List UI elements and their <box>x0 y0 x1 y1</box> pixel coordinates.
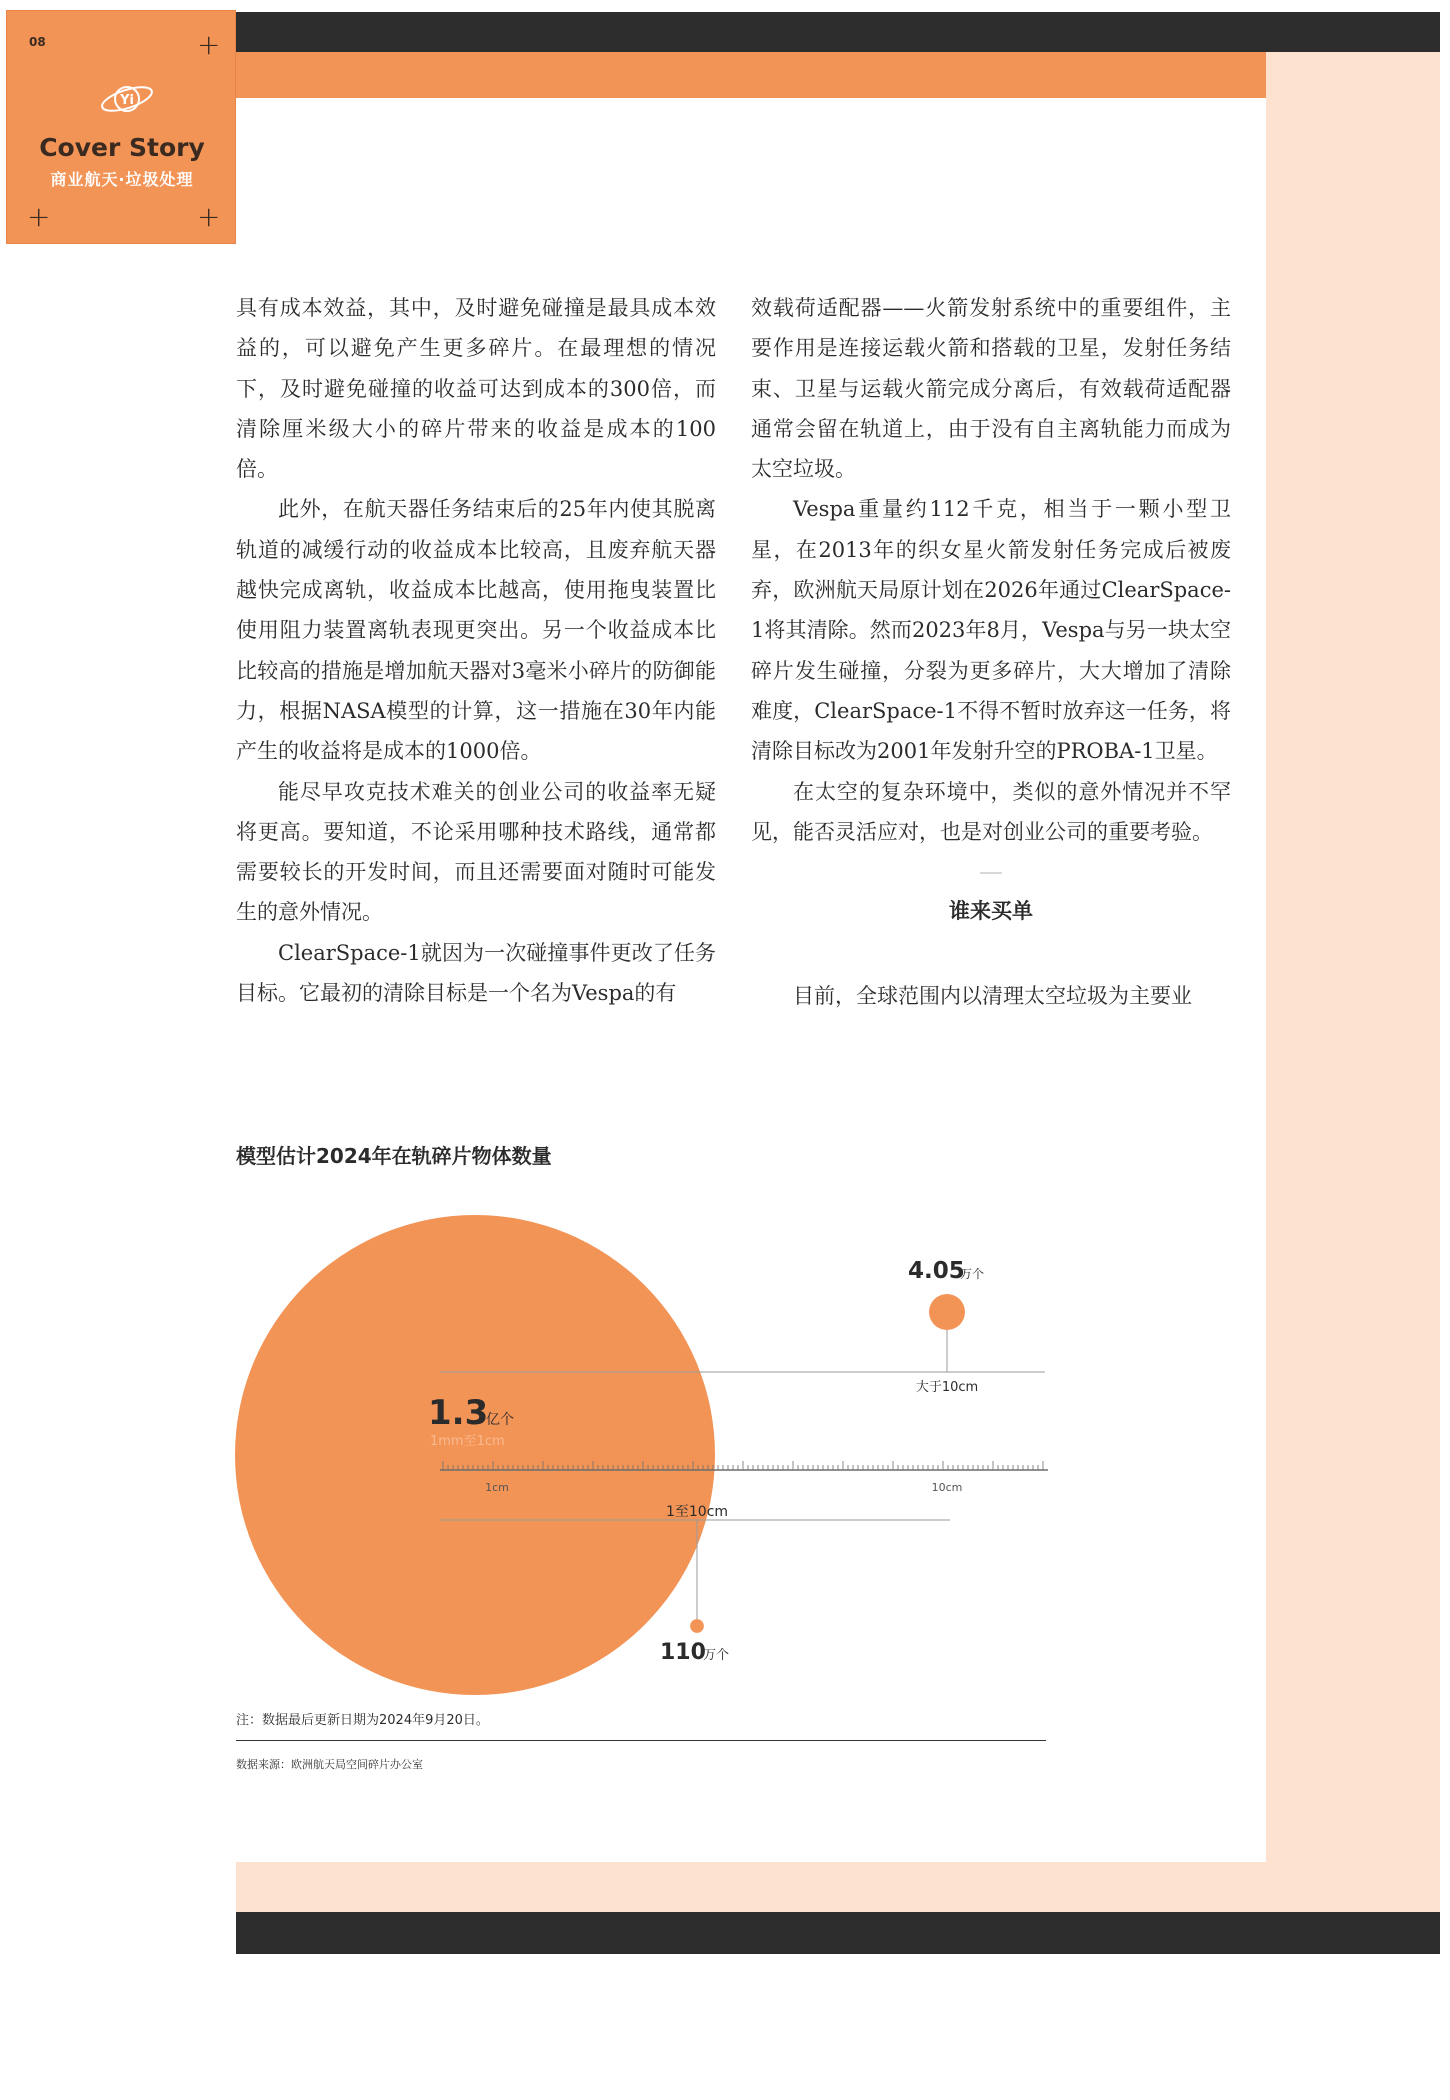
section-heading: 谁来买单 <box>949 899 1033 923</box>
section-title: Cover Story <box>39 133 205 162</box>
unit-label-over-10cm: 万个 <box>960 1267 985 1281</box>
paragraph: ClearSpace-1就因为一次碰撞事件更改了任务目标。它最初的清除目标是一个名为Vespa的有 <box>236 940 716 1006</box>
tick-label-1cm: 1cm <box>485 1481 509 1494</box>
section-subtitle: 商业航天·垃圾处理 <box>50 170 194 189</box>
logo-text: Yi <box>120 93 134 108</box>
plus-icon: + <box>27 200 51 233</box>
unit-label-1-10cm: 万个 <box>703 1648 730 1663</box>
value-label-1-10cm: 110 <box>660 1640 706 1665</box>
chart-note: 注：数据最后更新日期为2024年9月20日。 <box>236 1713 489 1728</box>
note-divider <box>236 1740 1046 1741</box>
paragraph: 此外，在航天器任务结束后的25年内使其脱离轨道的减缓行动的收益成本比较高，且废弃航天器越快完成离轨，收益成本比越高，使用拖曳装置比使用阻力装置离轨表现更突出。另一个收益成本比比较高的措施是增加航天器对3毫米小碎片的防御能力，根据NASA模型的计算，这一措施在30年内能产生的收益将是成本的1000倍。 <box>236 497 716 764</box>
paragraph: 具有成本效益，其中，及时避免碰撞是最具成本效益的，可以避免产生更多碎片。在最理想的情况下，及时避免碰撞的收益可达到成本的300倍，而清除厘米级大小的碎片带来的收益是成本的100倍。 <box>236 296 716 482</box>
plus-icon: + <box>197 200 221 233</box>
bubble-over-10cm <box>929 1294 965 1330</box>
paragraph: 目前，全球范围内以清理太空垃圾为主要业 <box>793 984 1192 1008</box>
category-label-1-10cm: 1至10cm <box>665 1504 729 1520</box>
chart-title: 模型估计2024年在轨碎片物体数量 <box>236 1144 552 1168</box>
plus-icon: + <box>197 28 221 61</box>
value-label-over-10cm: 4.05 <box>908 1258 965 1284</box>
category-label-over-10cm: 大于10cm <box>915 1380 979 1395</box>
paragraph: 在太空的复杂环境中，类似的意外情况并不罕见，能否灵活应对，也是对创业公司的重要考验。 <box>751 779 1231 844</box>
unit-label-1mm-1cm: 亿个 <box>486 1412 514 1428</box>
paragraph: Vespa重量约112千克，相当于一颗小型卫星，在2013年的织女星火箭发射任务完成后被废弃，欧洲航天局原计划在2026年通过ClearSpace-1将其清除。然而2023年8月，Vespa与另一块太空碎片发生碰撞，分裂为更多碎片，大大增加了清除难度，ClearSpace-1不得不暂时放弃这一任务，将清除目标改为2001年发射升空的PROBA-1卫星。 <box>751 497 1231 764</box>
bubble-1mm-1cm <box>235 1215 715 1695</box>
value-label-1mm-1cm: 1.3 <box>428 1393 489 1433</box>
category-label-1mm-1cm: 1mm至1cm <box>430 1434 505 1449</box>
data-source: 数据来源：欧洲航天局空间碎片办公室 <box>236 1758 423 1771</box>
paragraph: 效载荷适配器——火箭发射系统中的重要组件，主要作用是连接运载火箭和搭载的卫星，发射任务结束、卫星与运载火箭完成分离后，有效载荷适配器通常会留在轨道上，由于没有自主离轨能力而成为太空垃圾。 <box>751 296 1231 482</box>
tick-label-10cm: 10cm <box>931 1481 963 1494</box>
paragraph: 能尽早攻克技术难关的创业公司的收益率无疑将更高。要知道，不论采用哪种技术路线，通常都需要较长的开发时间，而且还需要面对随时可能发生的意外情况。 <box>236 779 716 925</box>
page-number: 08 <box>29 35 46 49</box>
bubble-1-10cm <box>690 1619 704 1633</box>
